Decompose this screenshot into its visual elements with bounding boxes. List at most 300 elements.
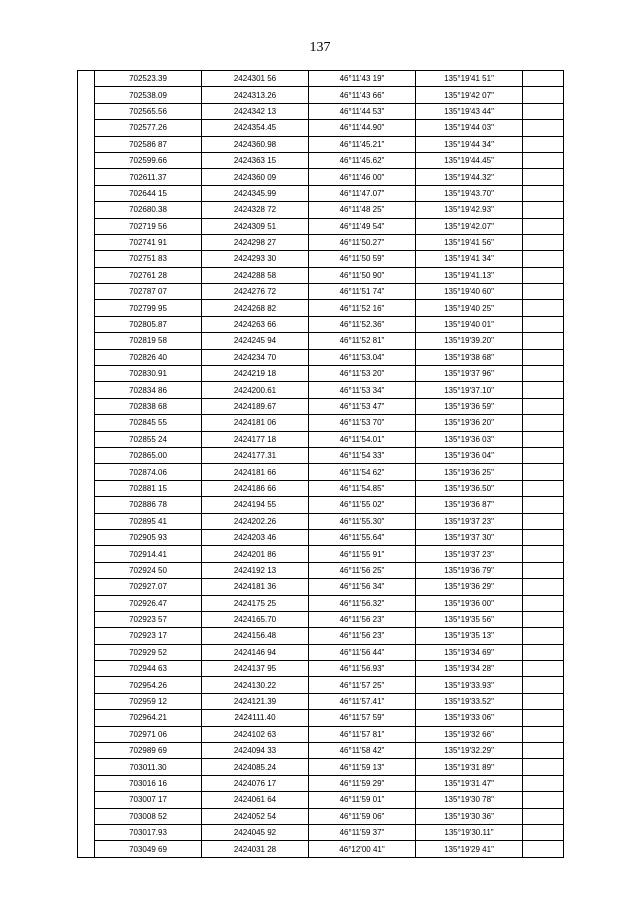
cell-y-coordinate: 2424202.26 (202, 513, 309, 529)
cell-empty (523, 447, 564, 463)
cell-index (78, 87, 95, 103)
cell-longitude: 135°19'35 56" (416, 611, 523, 627)
cell-latitude: 46°11'53 20" (309, 366, 416, 382)
cell-y-coordinate: 2424102 63 (202, 726, 309, 742)
cell-empty (523, 808, 564, 824)
cell-longitude: 135°19'30.11" (416, 824, 523, 840)
cell-y-coordinate: 2424360.98 (202, 136, 309, 152)
cell-empty (523, 103, 564, 119)
cell-y-coordinate: 2424076 17 (202, 775, 309, 791)
cell-empty (523, 743, 564, 759)
cell-index (78, 546, 95, 562)
table-row (78, 480, 564, 496)
cell-empty (523, 480, 564, 496)
cell-y-coordinate: 2424245 94 (202, 333, 309, 349)
table-row (78, 152, 564, 168)
cell-x-coordinate: 702741 91 (95, 234, 202, 250)
cell-x-coordinate: 702586 87 (95, 136, 202, 152)
cell-empty (523, 333, 564, 349)
cell-index (78, 202, 95, 218)
cell-longitude: 135°19'44.45" (416, 152, 523, 168)
cell-x-coordinate: 702834 86 (95, 382, 202, 398)
cell-y-coordinate: 2424031 28 (202, 841, 309, 857)
cell-empty (523, 71, 564, 87)
cell-x-coordinate: 702577.26 (95, 120, 202, 136)
coordinates-table (77, 70, 564, 858)
cell-index (78, 529, 95, 545)
table-row (78, 87, 564, 103)
cell-longitude: 135°19'37 23" (416, 513, 523, 529)
cell-longitude: 135°19'42 07" (416, 87, 523, 103)
cell-y-coordinate: 2424313.26 (202, 87, 309, 103)
cell-longitude: 135°19'44 03" (416, 120, 523, 136)
cell-index (78, 824, 95, 840)
cell-latitude: 46°11'57 81" (309, 726, 416, 742)
cell-index (78, 562, 95, 578)
cell-index (78, 661, 95, 677)
cell-empty (523, 841, 564, 857)
cell-index (78, 251, 95, 267)
cell-latitude: 46°11'59 29" (309, 775, 416, 791)
cell-y-coordinate: 2424354.45 (202, 120, 309, 136)
cell-empty (523, 136, 564, 152)
cell-index (78, 579, 95, 595)
coordinates-table-body (78, 71, 564, 858)
cell-empty (523, 120, 564, 136)
cell-empty (523, 300, 564, 316)
table-row (78, 693, 564, 709)
cell-x-coordinate: 702881 15 (95, 480, 202, 496)
table-row (78, 824, 564, 840)
page-number: 137 (309, 40, 331, 55)
cell-x-coordinate: 702914.41 (95, 546, 202, 562)
cell-latitude: 46°11'50 59" (309, 251, 416, 267)
cell-y-coordinate: 2424121.39 (202, 693, 309, 709)
cell-index (78, 480, 95, 496)
cell-x-coordinate: 703007 17 (95, 792, 202, 808)
cell-longitude: 135°19'42.93" (416, 202, 523, 218)
table-row (78, 644, 564, 660)
cell-index (78, 152, 95, 168)
cell-latitude: 46°11'43 19" (309, 71, 416, 87)
cell-empty (523, 415, 564, 431)
cell-index (78, 169, 95, 185)
cell-longitude: 135°19'37.10" (416, 382, 523, 398)
cell-index (78, 447, 95, 463)
table-row (78, 628, 564, 644)
cell-empty (523, 824, 564, 840)
cell-index (78, 693, 95, 709)
cell-longitude: 135°19'36 04" (416, 447, 523, 463)
cell-longitude: 135°19'39.20" (416, 333, 523, 349)
cell-y-coordinate: 2424165.70 (202, 611, 309, 627)
cell-index (78, 759, 95, 775)
cell-index (78, 677, 95, 693)
table-row (78, 71, 564, 87)
cell-latitude: 46°11'50 90" (309, 267, 416, 283)
cell-index (78, 611, 95, 627)
cell-index (78, 644, 95, 660)
table-row (78, 431, 564, 447)
cell-latitude: 46°11'51 74" (309, 284, 416, 300)
cell-y-coordinate: 2424345.99 (202, 185, 309, 201)
cell-longitude: 135°19'37 30" (416, 529, 523, 545)
cell-empty (523, 431, 564, 447)
cell-index (78, 398, 95, 414)
cell-x-coordinate: 702855 24 (95, 431, 202, 447)
table-row (78, 218, 564, 234)
cell-x-coordinate: 702895 41 (95, 513, 202, 529)
table-row (78, 300, 564, 316)
cell-latitude: 46°11'53 47" (309, 398, 416, 414)
cell-y-coordinate: 2424309 51 (202, 218, 309, 234)
cell-latitude: 46°11'55 91" (309, 546, 416, 562)
cell-empty (523, 775, 564, 791)
cell-longitude: 135°19'41.13" (416, 267, 523, 283)
cell-latitude: 46°11'47.07" (309, 185, 416, 201)
cell-longitude: 135°19'36 25" (416, 464, 523, 480)
cell-index (78, 775, 95, 791)
cell-longitude: 135°19'33.52" (416, 693, 523, 709)
cell-latitude: 46°11'43 66" (309, 87, 416, 103)
table-row (78, 677, 564, 693)
cell-x-coordinate: 702865.00 (95, 447, 202, 463)
cell-empty (523, 218, 564, 234)
cell-longitude: 135°19'41 56" (416, 234, 523, 250)
cell-index (78, 349, 95, 365)
table-row (78, 349, 564, 365)
cell-x-coordinate: 702959 12 (95, 693, 202, 709)
cell-index (78, 136, 95, 152)
table-row (78, 759, 564, 775)
cell-longitude: 135°19'33.93" (416, 677, 523, 693)
cell-empty (523, 562, 564, 578)
cell-longitude: 135°19'35 13" (416, 628, 523, 644)
cell-y-coordinate: 2424192 13 (202, 562, 309, 578)
cell-y-coordinate: 2424130.22 (202, 677, 309, 693)
cell-longitude: 135°19'33 06" (416, 710, 523, 726)
table-row (78, 316, 564, 332)
cell-latitude: 46°11'55 02" (309, 497, 416, 513)
cell-y-coordinate: 2424175 25 (202, 595, 309, 611)
cell-index (78, 743, 95, 759)
cell-empty (523, 529, 564, 545)
cell-empty (523, 152, 564, 168)
cell-x-coordinate: 702830.91 (95, 366, 202, 382)
cell-latitude: 46°11'56 44" (309, 644, 416, 660)
table-row (78, 464, 564, 480)
cell-empty (523, 497, 564, 513)
cell-longitude: 135°19'31 89" (416, 759, 523, 775)
cell-empty (523, 513, 564, 529)
cell-x-coordinate: 702838 68 (95, 398, 202, 414)
cell-y-coordinate: 2424194 55 (202, 497, 309, 513)
table-row (78, 447, 564, 463)
cell-latitude: 46°11'45.21" (309, 136, 416, 152)
table-row (78, 103, 564, 119)
cell-empty (523, 251, 564, 267)
cell-x-coordinate: 702719 56 (95, 218, 202, 234)
cell-x-coordinate: 702926.47 (95, 595, 202, 611)
table-row (78, 562, 564, 578)
cell-empty (523, 398, 564, 414)
cell-index (78, 284, 95, 300)
cell-y-coordinate: 2424111.40 (202, 710, 309, 726)
cell-empty (523, 284, 564, 300)
cell-y-coordinate: 2424219 18 (202, 366, 309, 382)
cell-longitude: 135°19'34 28" (416, 661, 523, 677)
cell-y-coordinate: 2424146 94 (202, 644, 309, 660)
cell-x-coordinate: 702799 95 (95, 300, 202, 316)
table-row (78, 661, 564, 677)
cell-empty (523, 316, 564, 332)
cell-empty (523, 546, 564, 562)
cell-longitude: 135°19'38 68" (416, 349, 523, 365)
cell-longitude: 135°19'30 78" (416, 792, 523, 808)
table-row (78, 775, 564, 791)
table-row (78, 743, 564, 759)
table-row (78, 333, 564, 349)
cell-x-coordinate: 702923 57 (95, 611, 202, 627)
cell-latitude: 46°11'54.01" (309, 431, 416, 447)
cell-y-coordinate: 2424189.67 (202, 398, 309, 414)
cell-longitude: 135°19'30 36" (416, 808, 523, 824)
cell-empty (523, 267, 564, 283)
cell-y-coordinate: 2424181 66 (202, 464, 309, 480)
table-row (78, 251, 564, 267)
cell-empty (523, 185, 564, 201)
table-row (78, 595, 564, 611)
cell-latitude: 46°11'49 54" (309, 218, 416, 234)
table-row (78, 710, 564, 726)
cell-empty (523, 661, 564, 677)
cell-empty (523, 611, 564, 627)
table-row (78, 202, 564, 218)
cell-latitude: 46°11'53 70" (309, 415, 416, 431)
cell-empty (523, 349, 564, 365)
cell-latitude: 46°11'46 00" (309, 169, 416, 185)
table-row (78, 529, 564, 545)
cell-latitude: 46°11'55.64" (309, 529, 416, 545)
cell-latitude: 46°11'52 16" (309, 300, 416, 316)
cell-x-coordinate: 702954.26 (95, 677, 202, 693)
cell-longitude: 135°19'36 87" (416, 497, 523, 513)
cell-index (78, 726, 95, 742)
cell-x-coordinate: 702929 52 (95, 644, 202, 660)
cell-longitude: 135°19'32 66" (416, 726, 523, 742)
cell-y-coordinate: 2424293 30 (202, 251, 309, 267)
cell-empty (523, 579, 564, 595)
cell-y-coordinate: 2424200.61 (202, 382, 309, 398)
cell-x-coordinate: 702923 17 (95, 628, 202, 644)
cell-y-coordinate: 2424186 66 (202, 480, 309, 496)
cell-y-coordinate: 2424085.24 (202, 759, 309, 775)
cell-x-coordinate: 703016 16 (95, 775, 202, 791)
cell-empty (523, 169, 564, 185)
cell-y-coordinate: 2424263 66 (202, 316, 309, 332)
cell-index (78, 595, 95, 611)
cell-longitude: 135°19'43.70" (416, 185, 523, 201)
cell-longitude: 135°19'37 96" (416, 366, 523, 382)
cell-latitude: 46°11'56 23" (309, 611, 416, 627)
cell-x-coordinate: 702989 69 (95, 743, 202, 759)
cell-x-coordinate: 703049 69 (95, 841, 202, 857)
cell-y-coordinate: 2424181 06 (202, 415, 309, 431)
cell-y-coordinate: 2424061 64 (202, 792, 309, 808)
cell-y-coordinate: 2424342 13 (202, 103, 309, 119)
table-row (78, 611, 564, 627)
cell-latitude: 46°11'59 37" (309, 824, 416, 840)
cell-index (78, 366, 95, 382)
cell-latitude: 46°11'53.04" (309, 349, 416, 365)
cell-latitude: 46°11'55.30" (309, 513, 416, 529)
cell-index (78, 71, 95, 87)
cell-latitude: 46°11'57 59" (309, 710, 416, 726)
cell-x-coordinate: 703011.30 (95, 759, 202, 775)
cell-empty (523, 366, 564, 382)
cell-empty (523, 792, 564, 808)
cell-latitude: 46°11'45.62" (309, 152, 416, 168)
cell-index (78, 103, 95, 119)
cell-empty (523, 693, 564, 709)
cell-longitude: 135°19'44 34" (416, 136, 523, 152)
cell-longitude: 135°19'41 34" (416, 251, 523, 267)
cell-longitude: 135°19'42.07" (416, 218, 523, 234)
table-row (78, 169, 564, 185)
cell-empty (523, 202, 564, 218)
table-row (78, 726, 564, 742)
cell-longitude: 135°19'36 79" (416, 562, 523, 578)
cell-longitude: 135°19'32.29" (416, 743, 523, 759)
cell-x-coordinate: 702924 50 (95, 562, 202, 578)
cell-index (78, 300, 95, 316)
cell-y-coordinate: 2424094 33 (202, 743, 309, 759)
table-row (78, 546, 564, 562)
table-row (78, 136, 564, 152)
cell-longitude: 135°19'36 00" (416, 595, 523, 611)
cell-x-coordinate: 702611.37 (95, 169, 202, 185)
cell-x-coordinate: 702761 28 (95, 267, 202, 283)
cell-empty (523, 628, 564, 644)
cell-longitude: 135°19'36 29" (416, 579, 523, 595)
table-row (78, 234, 564, 250)
cell-y-coordinate: 2424177 18 (202, 431, 309, 447)
cell-longitude: 135°19'40 25" (416, 300, 523, 316)
table-row (78, 382, 564, 398)
cell-latitude: 46°11'54 33" (309, 447, 416, 463)
cell-longitude: 135°19'36.50" (416, 480, 523, 496)
cell-x-coordinate: 702680.38 (95, 202, 202, 218)
cell-longitude: 135°19'31 47" (416, 775, 523, 791)
cell-empty (523, 677, 564, 693)
cell-latitude: 46°11'59 13" (309, 759, 416, 775)
cell-index (78, 415, 95, 431)
cell-x-coordinate: 702971 06 (95, 726, 202, 742)
cell-y-coordinate: 2424137 95 (202, 661, 309, 677)
table-row (78, 284, 564, 300)
cell-x-coordinate: 702819 58 (95, 333, 202, 349)
cell-latitude: 46°11'52.36" (309, 316, 416, 332)
cell-longitude: 135°19'34 69" (416, 644, 523, 660)
cell-longitude: 135°19'40 01" (416, 316, 523, 332)
cell-x-coordinate: 702523.39 (95, 71, 202, 87)
cell-empty (523, 382, 564, 398)
cell-y-coordinate: 2424201 86 (202, 546, 309, 562)
table-row (78, 415, 564, 431)
cell-y-coordinate: 2424181 36 (202, 579, 309, 595)
cell-latitude: 46°11'48 25" (309, 202, 416, 218)
cell-latitude: 46°12'00 41" (309, 841, 416, 857)
cell-index (78, 120, 95, 136)
cell-y-coordinate: 2424234 70 (202, 349, 309, 365)
cell-y-coordinate: 2424156.48 (202, 628, 309, 644)
table-row (78, 185, 564, 201)
cell-longitude: 135°19'36 59" (416, 398, 523, 414)
table-row (78, 513, 564, 529)
cell-x-coordinate: 702538.09 (95, 87, 202, 103)
cell-latitude: 46°11'56 23" (309, 628, 416, 644)
cell-index (78, 464, 95, 480)
cell-latitude: 46°11'53 34" (309, 382, 416, 398)
cell-x-coordinate: 702927.07 (95, 579, 202, 595)
cell-x-coordinate: 703008 52 (95, 808, 202, 824)
cell-index (78, 628, 95, 644)
cell-index (78, 431, 95, 447)
cell-index (78, 333, 95, 349)
cell-x-coordinate: 702874.06 (95, 464, 202, 480)
cell-index (78, 710, 95, 726)
cell-latitude: 46°11'56.32" (309, 595, 416, 611)
cell-empty (523, 726, 564, 742)
cell-longitude: 135°19'44.32" (416, 169, 523, 185)
cell-y-coordinate: 2424203 46 (202, 529, 309, 545)
table-row (78, 267, 564, 283)
table-row (78, 497, 564, 513)
cell-index (78, 513, 95, 529)
cell-latitude: 46°11'56 25" (309, 562, 416, 578)
cell-index (78, 808, 95, 824)
cell-empty (523, 464, 564, 480)
cell-empty (523, 644, 564, 660)
cell-x-coordinate: 702805.87 (95, 316, 202, 332)
cell-empty (523, 710, 564, 726)
cell-y-coordinate: 2424328 72 (202, 202, 309, 218)
cell-x-coordinate: 702644 15 (95, 185, 202, 201)
cell-latitude: 46°11'59 06" (309, 808, 416, 824)
cell-x-coordinate: 702944 63 (95, 661, 202, 677)
cell-longitude: 135°19'37 23" (416, 546, 523, 562)
table-row (78, 398, 564, 414)
cell-y-coordinate: 2424298 27 (202, 234, 309, 250)
cell-latitude: 46°11'44.90" (309, 120, 416, 136)
cell-index (78, 841, 95, 857)
table-row (78, 579, 564, 595)
cell-y-coordinate: 2424276 72 (202, 284, 309, 300)
cell-latitude: 46°11'56.93" (309, 661, 416, 677)
cell-index (78, 316, 95, 332)
table-row (78, 808, 564, 824)
cell-x-coordinate: 702886 78 (95, 497, 202, 513)
cell-y-coordinate: 2424301 56 (202, 71, 309, 87)
cell-longitude: 135°19'43 44" (416, 103, 523, 119)
cell-y-coordinate: 2424288 58 (202, 267, 309, 283)
cell-index (78, 267, 95, 283)
cell-longitude: 135°19'40 60" (416, 284, 523, 300)
cell-longitude: 135°19'29 41" (416, 841, 523, 857)
cell-latitude: 46°11'44 53" (309, 103, 416, 119)
cell-x-coordinate: 702826 40 (95, 349, 202, 365)
cell-empty (523, 234, 564, 250)
